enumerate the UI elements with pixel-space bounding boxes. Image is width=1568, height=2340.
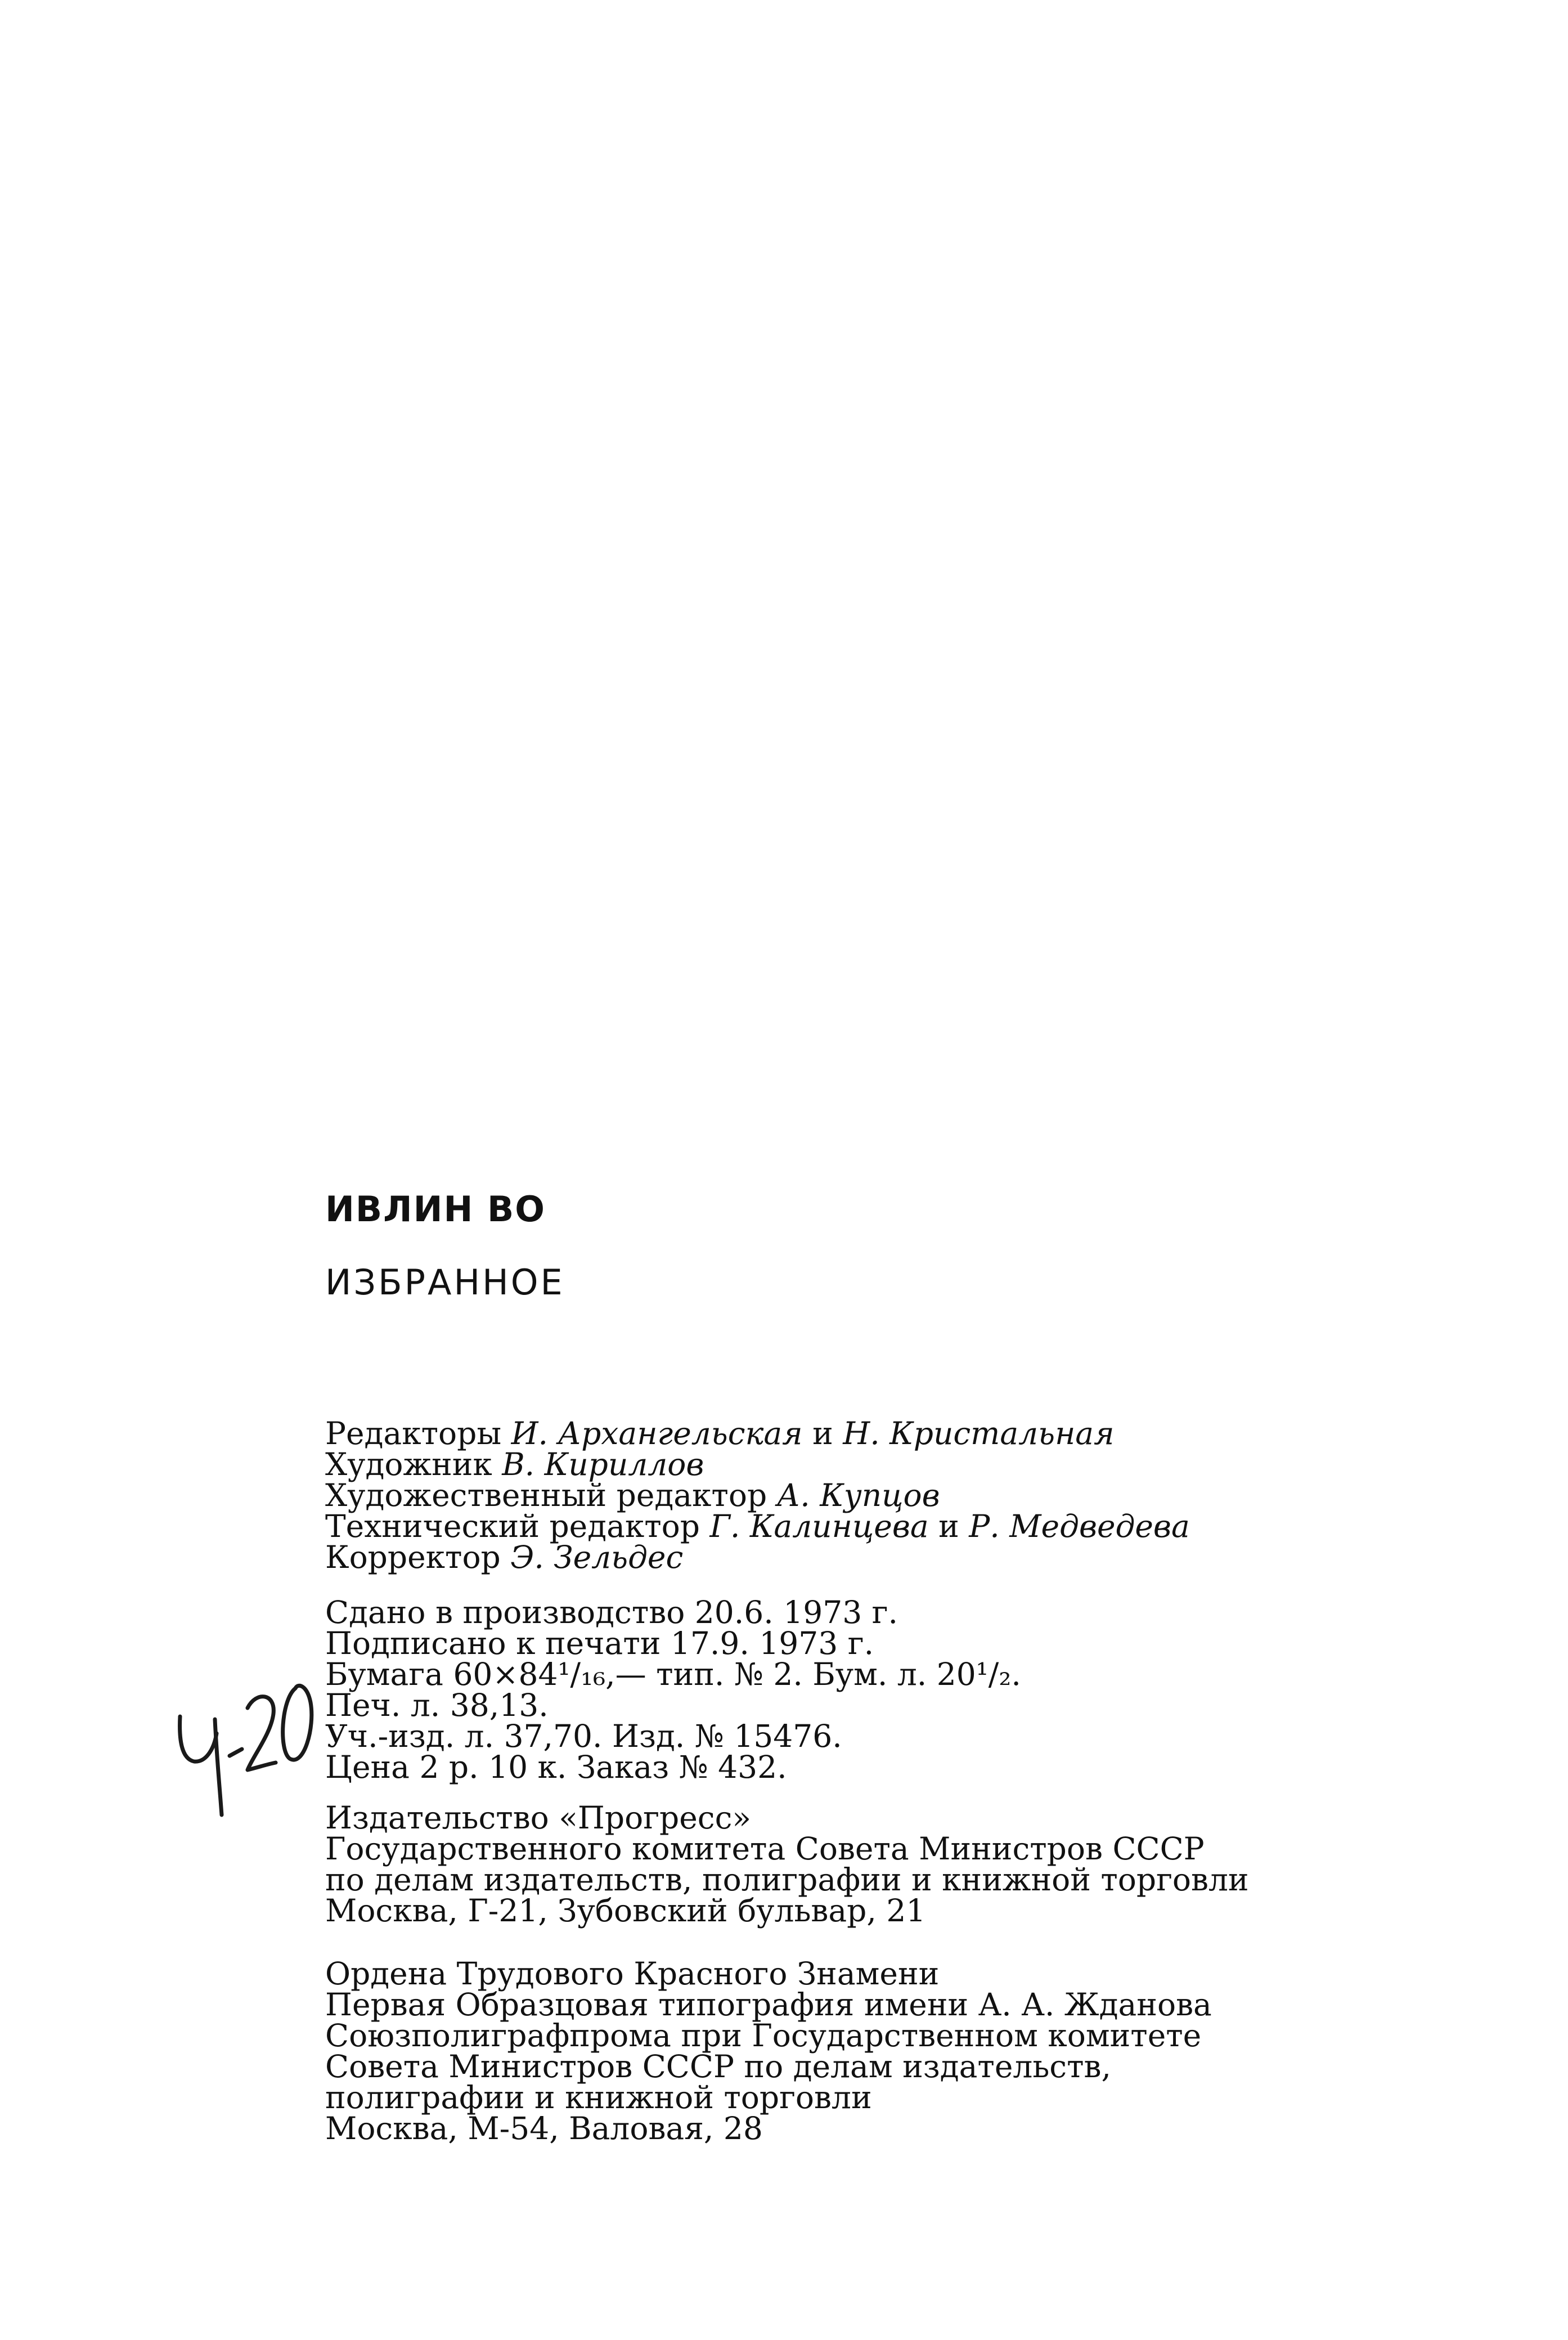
printer-line: Союзполиграфпрома при Государственном комитете (325, 2018, 1202, 2054)
publisher-line: Издательство «Прогресс» (325, 1800, 752, 1836)
printing-line: Печ. л. 38,13. (325, 1687, 549, 1723)
credit-proofreader: Корректор Э. Зельдес (325, 1539, 684, 1575)
credits-block (325, 1415, 1190, 1575)
author-name: ИВЛИН ВО (325, 1189, 546, 1230)
book-title: ИЗБРАННОЕ (325, 1262, 565, 1303)
printing-line: Сдано в производство 20.6. 1973 г. (325, 1594, 898, 1630)
handwritten-price-mark (163, 1666, 332, 1823)
credit-editors: Редакторы И. Архангельская и Н. Кристальная (325, 1415, 1115, 1451)
credit-artist: Художник В. Кириллов (325, 1446, 704, 1482)
printing-details-block (325, 1594, 1021, 1785)
printing-line: Подписано к печати 17.9. 1973 г. (325, 1625, 874, 1661)
printer-line: полиграфии и книжной торговли (325, 2079, 872, 2115)
printer-line: Первая Образцовая типография имени А. А. Жданова (325, 1987, 1212, 2023)
printing-line: Бумага 60×84¹/₁₆,— тип. № 2. Бум. л. 20¹/₂. (325, 1656, 1021, 1692)
publisher-line: по делам издательств, полиграфии и книжной торговли (325, 1862, 1249, 1898)
printing-line: Уч.-изд. л. 37,70. Изд. № 15476. (325, 1718, 842, 1754)
printing-line: Цена 2 р. 10 к. Заказ № 432. (325, 1749, 787, 1785)
printer-line: Москва, М-54, Валовая, 28 (325, 2110, 763, 2146)
printer-block (325, 1958, 1212, 2144)
publisher-line: Москва, Г-21, Зубовский бульвар, 21 (325, 1893, 926, 1929)
publisher-line: Государственного комитета Совета Министров СССР (325, 1831, 1205, 1867)
printer-line: Ордена Трудового Красного Знамени (325, 1956, 940, 1992)
publisher-block (325, 1800, 1249, 1929)
credit-art-editor: Художественный редактор А. Купцов (325, 1477, 940, 1513)
printer-line: Совета Министров СССР по делам издательств, (325, 2048, 1111, 2085)
credit-tech-editor: Технический редактор Г. Калинцева и Р. Медведева (325, 1508, 1190, 1544)
